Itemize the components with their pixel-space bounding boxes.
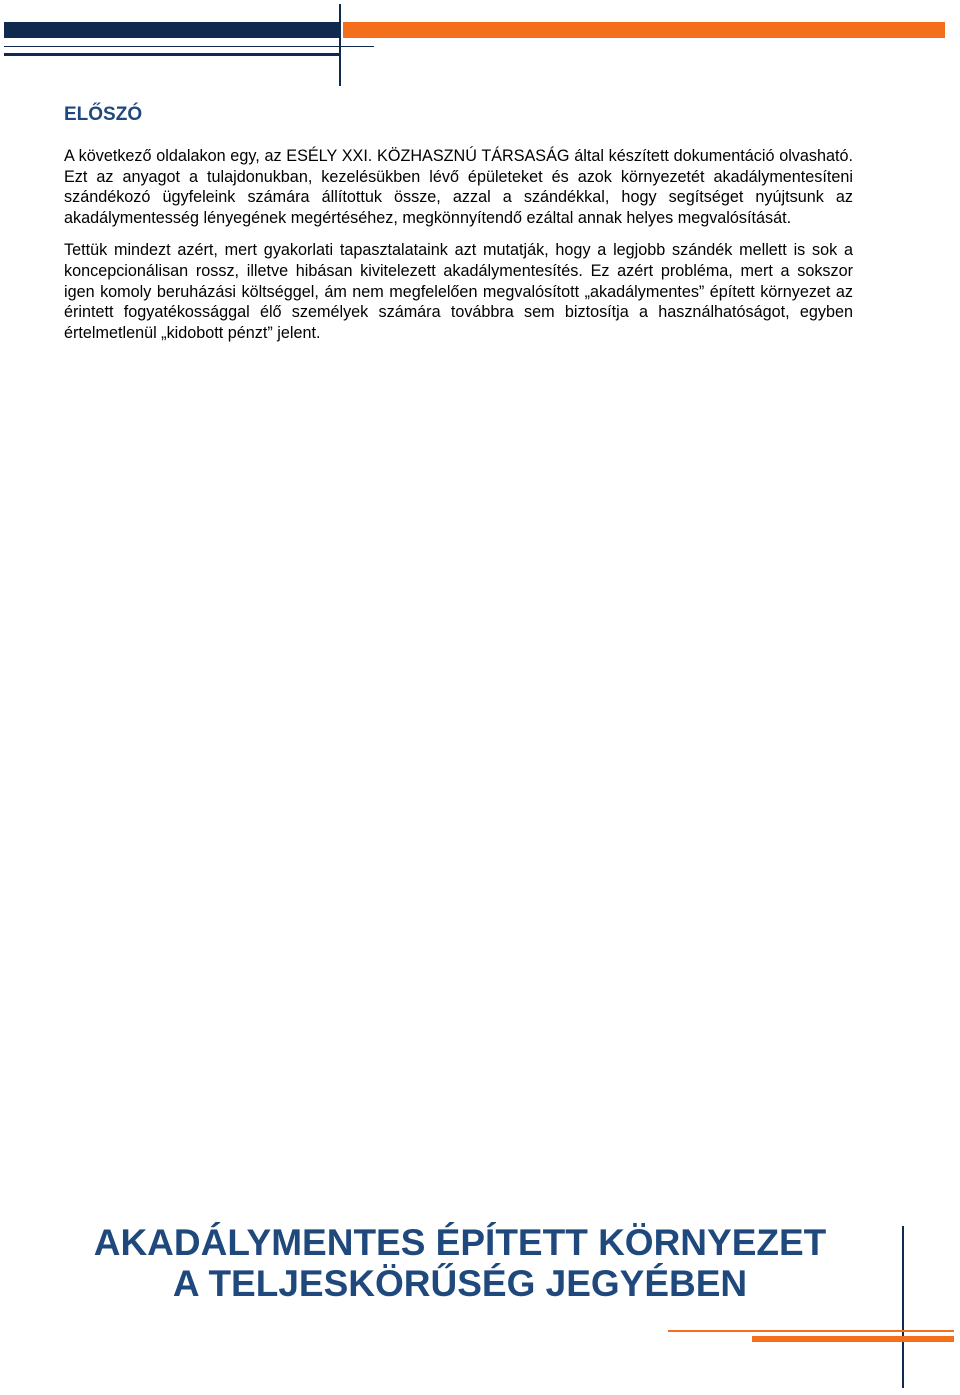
paragraph-2: Tettük mindezt azért, mert gyakorlati tapasztalataink azt mutatják, hogy a legjobb szándék mellett is sok a koncepcionálisan rossz, illetve hibásan kivitelezett akadálymentesítés. Ez azért probléma, mert a sokszor igen komoly beruházási költséggel, ám nem megfelelően megvalósított „akadálymentes” épített környezet az érintett fogyatékossággal élő személyek számára továbbra sem biztosítja a használhatóságot, egyben értelmetlenül „kidobott pénzt” jelent. [64,241,853,342]
footer-title [80,1222,840,1304]
header-vertical-line [339,4,341,86]
footer-title-line-2: A TELJESKÖRŰSÉG JEGYÉBEN [172,1263,748,1304]
header-thin-line [4,46,374,47]
header-navy-bar [4,22,340,38]
preface-body [64,146,853,343]
header-rule [4,53,340,56]
footer-thin-rule [668,1330,954,1332]
page-title: ELŐSZÓ [64,104,143,125]
header-orange-bar [343,22,945,38]
footer-thick-rule [752,1336,954,1342]
footer-title-line-1: AKADÁLYMENTES ÉPÍTETT KÖRNYEZET [93,1222,827,1263]
footer-vertical-line [902,1226,904,1388]
paragraph-1: A következő oldalakon egy, az ESÉLY XXI. KÖZHASZNÚ TÁRSASÁG által készített dokumentáció olvasható. Ezt az anyagot a tulajdonukban, kezelésükben lévő épületeket és azok környezetét akadálymentesíteni szándékozó ügyfeleink számára állítottuk össze, azzal a szándékkal, hogy segítséget nyújtsunk az akadálymentesség lényegének megértéséhez, megkönnyítendő ezáltal annak helyes megvalósítását. [64,147,853,227]
